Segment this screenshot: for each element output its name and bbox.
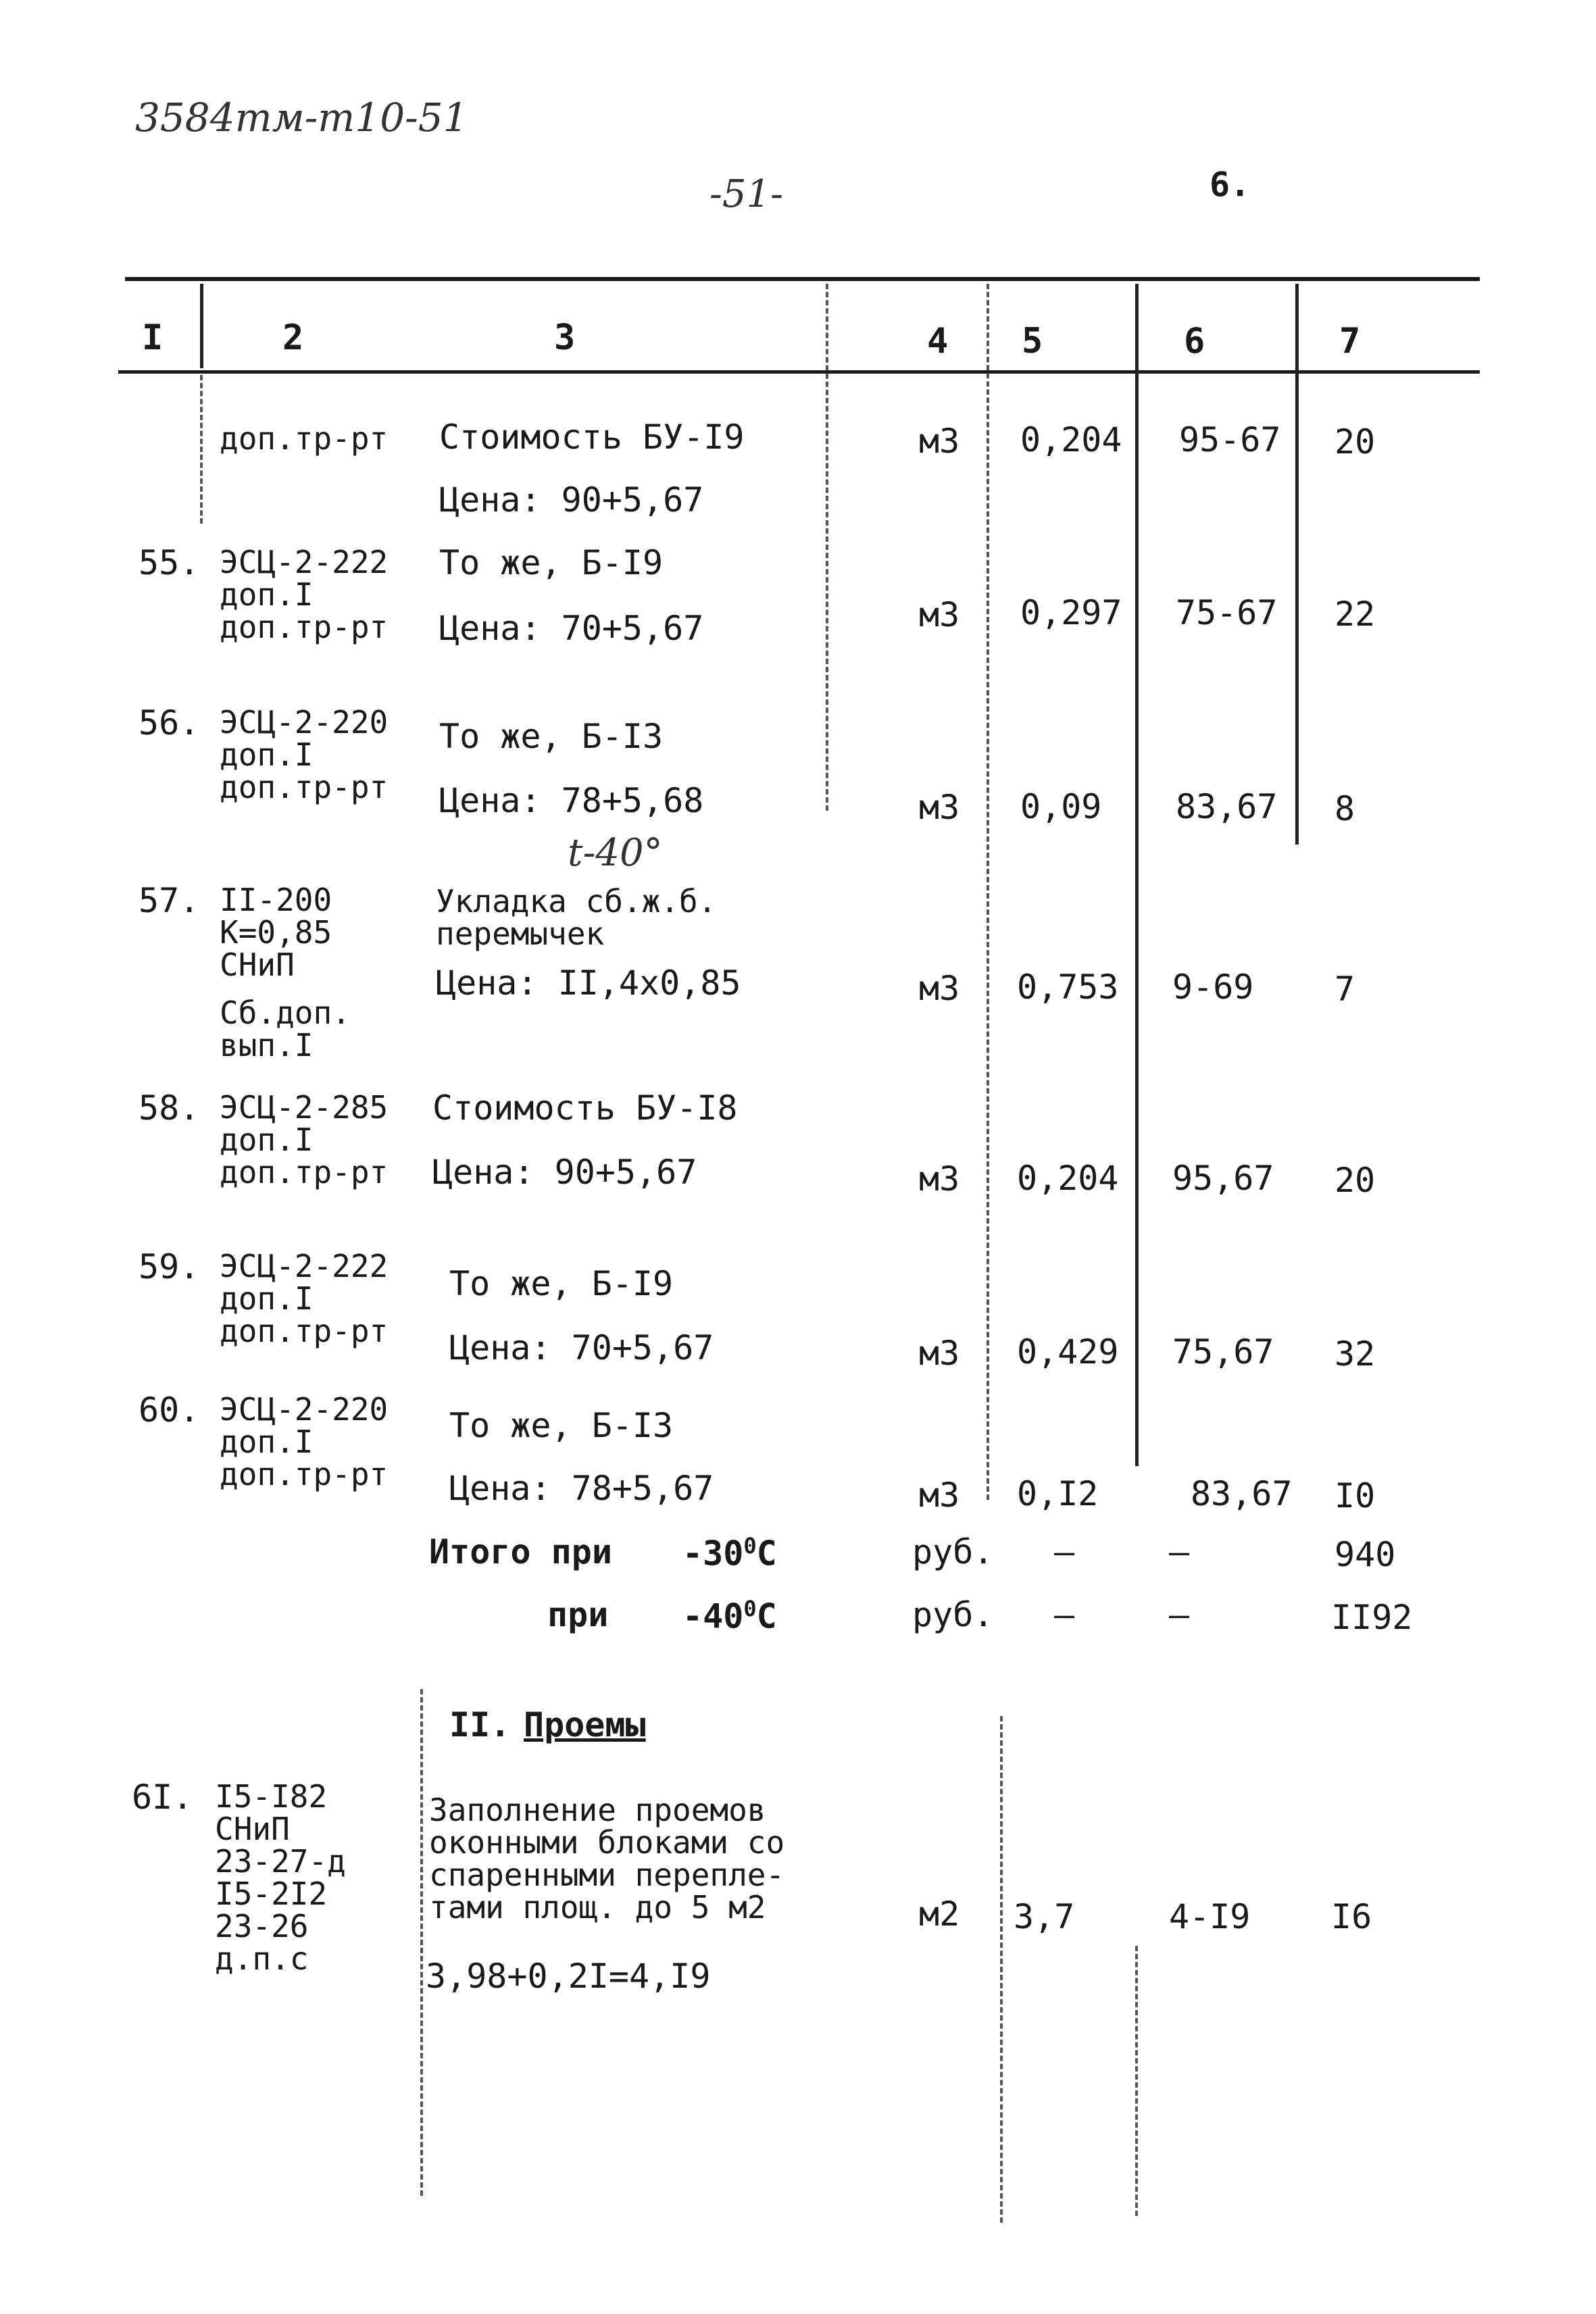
row-56-desc: То же, Б-I3 [439,717,664,756]
col-sep-1 [200,284,203,368]
row-0-qty: 0,204 [1020,420,1122,459]
row-60-desc: То же, Б-I3 [449,1406,674,1445]
total-qty-40: – [1054,1595,1075,1634]
row-55-desc: То же, Б-I9 [439,543,664,582]
col-header-2: 2 [282,318,304,358]
total-temp-40: $-40^0C$ [682,1596,777,1636]
row-57-qty: 0,753 [1017,967,1119,1007]
row-57-code-supplement: Сб.доп. вып.I [220,995,351,1063]
row-57-code: II-200 K=0,85 СНиП [220,882,332,983]
row-59-number: 59. [139,1247,200,1286]
row-58-price: 95,67 [1172,1159,1274,1198]
row-58-number: 58. [139,1088,200,1128]
row-60-code: ЭСЦ-2-220 доп.I доп.тр-рт [220,1391,389,1492]
row-61-qty: 3,7 [1014,1897,1075,1936]
row-56-price: 83,67 [1176,787,1278,826]
row-55-qty: 0,297 [1020,593,1122,632]
section-number: II. [449,1705,511,1744]
col-header-1: I [142,318,164,358]
row-0-unit: м3 [919,422,960,461]
col-sep-4-lower [1000,1716,1003,2223]
row-55-price: 75-67 [1176,593,1278,632]
row-61-number: 6I. [132,1778,193,1817]
row-59-total: 32 [1335,1334,1376,1374]
row-0-total: 20 [1335,422,1376,461]
col-header-7: 7 [1339,321,1361,361]
row-57-price-calc: Цена: II,4x0,85 [436,963,741,1003]
row-61-price: 4-I9 [1169,1897,1251,1936]
row-59-price: 75,67 [1172,1332,1274,1372]
total-label-40: при [547,1595,609,1634]
row-59-code: ЭСЦ-2-222 доп.I доп.тр-рт [220,1248,389,1349]
row-60-unit: м3 [919,1476,960,1515]
col-sep-2-lower [420,1689,423,2196]
row-55-total: 22 [1335,595,1376,634]
header-bottom-rule [118,370,1480,374]
row-56-number: 56. [139,703,200,743]
col-sep-6 [1295,284,1299,845]
col-header-5: 5 [1022,321,1043,361]
row-55-number: 55. [139,543,200,582]
row-61-desc: Заполнение проемов оконными блоками со спаренными перепле- тами площ. до 5 м2 [429,1792,785,1926]
col-header-6: 6 [1184,321,1205,361]
row-55-price-calc: Цена: 70+5,67 [439,609,704,648]
section-title: Проемы [524,1705,646,1744]
total-sum-40: II92 [1331,1598,1413,1637]
row-61-code: I5-I82 СНиП 23-27-д I5-2I2 23-26 д.п.с [215,1778,346,1977]
row-58-desc: Стоимость БУ-I8 [432,1088,738,1128]
row-56-code: ЭСЦ-2-220 доп.I доп.тр-рт [220,704,389,805]
col-header-3: 3 [554,318,576,358]
row-57-total: 7 [1335,970,1355,1009]
row-55-unit: м3 [919,595,960,634]
sheet-number: 6. [1210,165,1251,204]
total-temp-30: $-30^0C$ [682,1533,777,1574]
total-price-40: – [1169,1595,1190,1634]
total-sum-30: 940 [1335,1535,1396,1574]
total-price-30: – [1169,1532,1190,1571]
table-top-rule [125,277,1480,281]
row-60-price-calc: Цена: 78+5,67 [449,1469,714,1508]
row-57-number: 57. [139,881,200,920]
handwritten-temperature-note: t-40° [568,831,663,875]
row-60-price: 83,67 [1191,1474,1293,1513]
row-56-unit: м3 [919,788,960,827]
row-56-price-calc: Цена: 78+5,68 [439,781,704,820]
row-59-desc: То же, Б-I9 [449,1264,674,1303]
row-58-total: 20 [1335,1161,1376,1200]
col-sep-1-dashed [200,375,203,524]
row-58-code: ЭСЦ-2-285 доп.I доп.тр-рт [220,1089,389,1190]
col-sep-5-lower [1135,1946,1138,2216]
row-0-code: доп.тр-рт [220,420,389,457]
document-code: 3584тм-т10-51 [135,95,468,141]
col-sep-3 [826,284,828,811]
row-0-price: 95-67 [1179,420,1281,459]
row-58-price-calc: Цена: 90+5,67 [432,1153,697,1192]
row-57-price: 9-69 [1172,967,1254,1007]
row-57-desc: Укладка сб.ж.б. перемычек [436,883,717,952]
row-56-qty: 0,09 [1020,787,1102,826]
row-57-unit: м3 [919,969,960,1008]
row-59-price-calc: Цена: 70+5,67 [449,1328,714,1367]
total-unit-40: руб. [912,1595,994,1634]
total-unit-30: руб. [912,1532,994,1571]
row-61-price-calc: 3,98+0,2I=4,I9 [426,1957,711,1996]
col-sep-5 [1135,284,1139,1466]
row-56-total: 8 [1335,789,1355,828]
row-61-unit: м2 [919,1894,960,1934]
row-58-qty: 0,204 [1017,1159,1119,1198]
row-58-unit: м3 [919,1159,960,1199]
row-0-price-calc: Цена: 90+5,67 [439,480,704,520]
col-header-4: 4 [927,321,949,361]
row-60-total: I0 [1335,1476,1376,1515]
row-59-unit: м3 [919,1334,960,1373]
col-sep-4 [987,284,989,1500]
page-number: -51- [709,172,784,216]
total-qty-30: – [1054,1532,1075,1571]
row-55-code: ЭСЦ-2-222 доп.I доп.тр-рт [220,544,389,645]
row-61-total: I6 [1331,1897,1372,1936]
row-0-desc: Стоимость БУ-I9 [439,418,745,457]
row-60-qty: 0,I2 [1017,1474,1099,1513]
row-60-number: 60. [139,1390,200,1430]
total-label-30: Итого при [429,1532,612,1571]
row-59-qty: 0,429 [1017,1332,1119,1372]
